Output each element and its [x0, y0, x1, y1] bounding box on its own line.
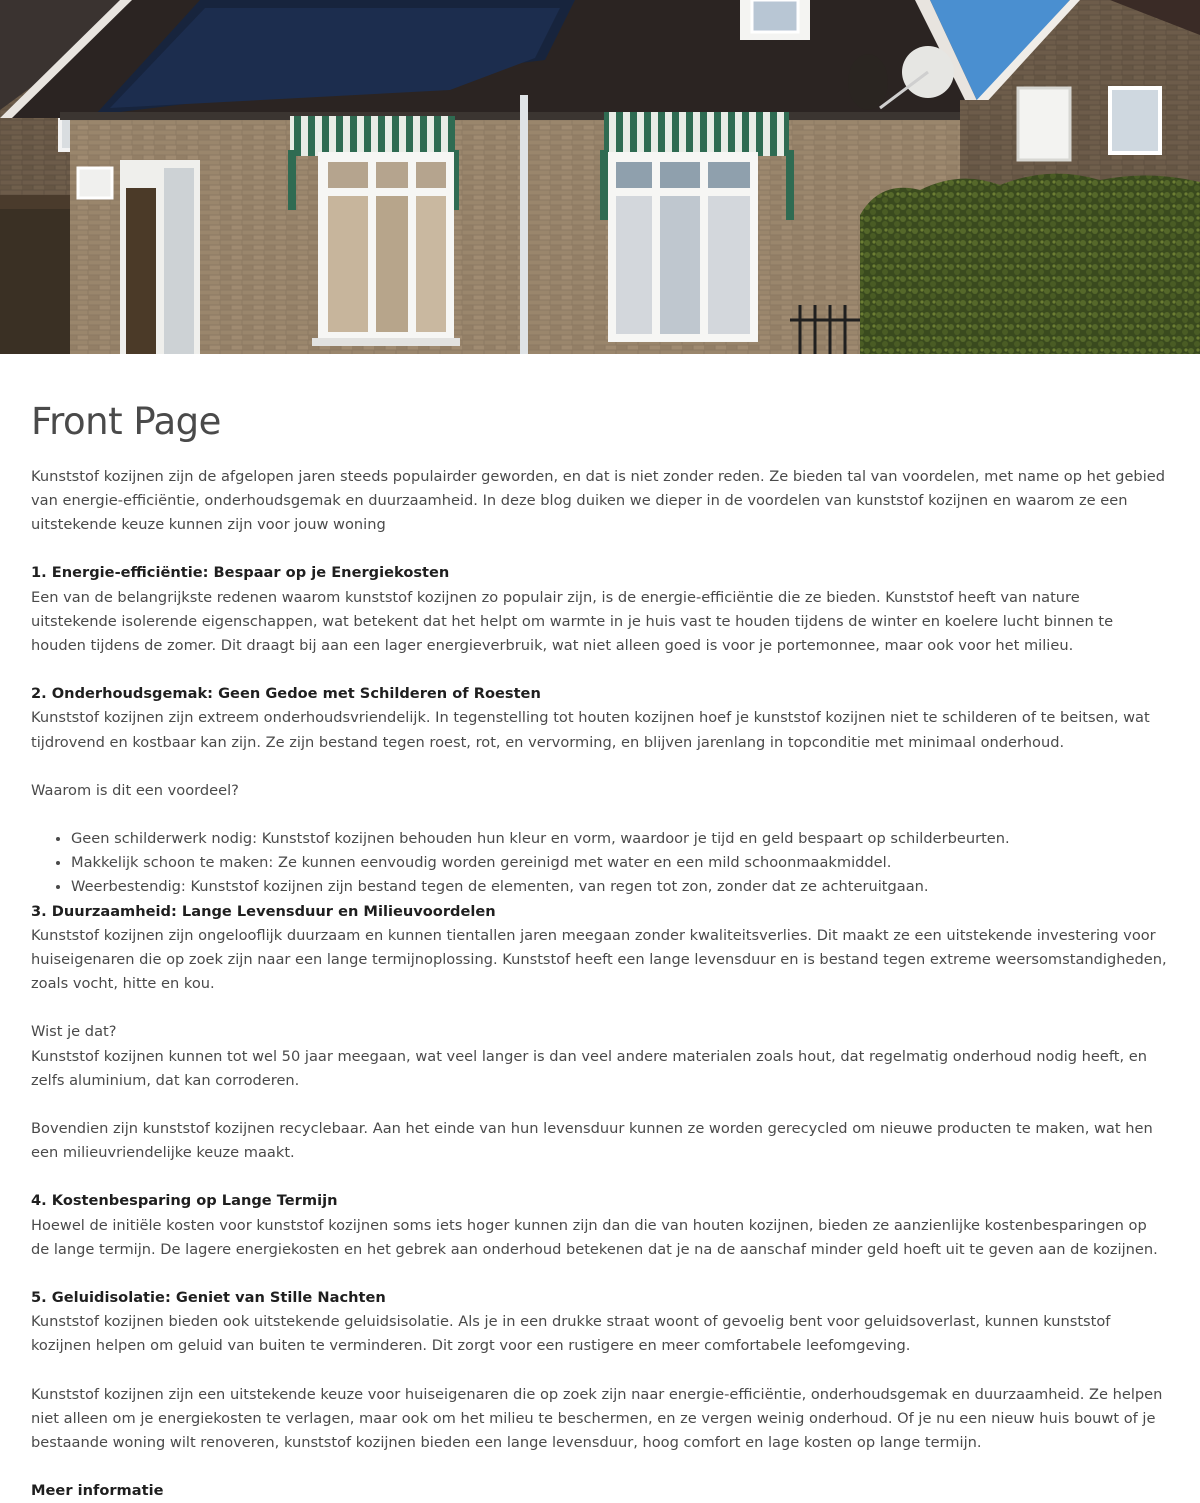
list-item: • Makkelijk schoon te maken: Ze kunnen eenvoudig worden gereinigd met water en een mild schoonmaakmiddel. [71, 851, 1169, 875]
list-item: • Weerbestendig: Kunststof kozijnen zijn bestand tegen de elementen, van regen tot zon, zonder dat ze achteruitgaan. [71, 875, 1169, 899]
section-heading-cost: 4. Kostenbesparing op Lange Termijn [31, 1192, 338, 1210]
section-durability [31, 900, 1169, 997]
section-cost [31, 1189, 1169, 1262]
more-info-paragraph [31, 1479, 1169, 1503]
section-heading-maintenance: 2. Onderhoudsgemak: Geen Gedoe met Schilderen of Roesten [31, 685, 541, 703]
section-text-sound: Kunststof kozijnen bieden ook uitstekende geluidsisolatie. Als je in een drukke straat woont of gevoelig bent voor geluidsoverlast, kunnen kunststof kozijnen helpen om geluid van buiten te verminderen. Dit zorgt voor een rustigere en meer comfortabele leefomgeving. [31, 1313, 1111, 1355]
page-title: Front Page [31, 400, 221, 443]
list-item: • Geen schilderwerk nodig: Kunststof kozijnen behouden hun kleur en vorm, waardoor je tijd en geld bespaart op schilderbeurten. [71, 827, 1169, 851]
main-content [0, 402, 1200, 1503]
section-heading-sound: 5. Geluidisolatie: Geniet van Stille Nachten [31, 1288, 386, 1306]
did-you-know-label: Wist je dat? [31, 1023, 117, 1041]
section-text-energy: Een van de belangrijkste redenen waarom kunststof kozijnen zo populair zijn, is de energie-efficiëntie die ze bieden. Kunststof heeft van nature uitstekende isolerende eigenschappen, wat betekent dat het helpt om warmte in je huis vast te houden tijdens de winter en koelere lucht binnen te houden tijdens de zomer. Dit draagt bij aan een lager energieverbruik, wat niet alleen goed is voor je portemonnee, maar ook voor het milieu. [31, 588, 1114, 654]
section-maintenance [31, 682, 1169, 755]
more-info-heading: Meer informatie [31, 1482, 164, 1500]
recycle-paragraph: Bovendien zijn kunststof kozijnen recyclebaar. Aan het einde van hun levensduur kunnen ze worden gerecycled om nieuwe producten te maken, wat hen een milieuvriendelijke keuze maakt. [31, 1119, 1153, 1162]
section-text-durability: Kunststof kozijnen zijn ongelooflijk duurzaam en kunnen tientallen jaren meegaan zonder kwaliteitsverlies. Dit maakt ze een uitstekende investering voor huiseigenaren die op zoek zijn naar een lange termijnoplossing. Kunststof heeft een lange levensduur en is bestand tegen extreme weersomstandigheden, zoals vocht, hitte en kou. [31, 926, 1167, 993]
house-illustration [0, 0, 1200, 354]
section-text-cost: Hoewel de initiële kosten voor kunststof kozijnen soms iets hoger kunnen zijn dan die van houten kozijnen, bieden ze aanzienlijke kostenbesparingen op de lange termijn. De lagere energiekosten en het gebrek aan onderhoud betekenen dat je na de aanschaf minder geld hoeft uit te geven aan de kozijnen. [31, 1216, 1158, 1258]
benefits-list [31, 827, 1169, 900]
conclusion-paragraph: Kunststof kozijnen zijn een uitstekende keuze voor huiseigenaren die op zoek zijn naar energie-efficiëntie, onderhoudsgemak en duurzaamheid. Ze helpen niet alleen om je energiekosten te verlagen, maar ook om het milieu te beschermen, en ze vergen weinig onderhoud. Of je nu een nieuw huis bouwt of je bestaande woning wilt renoveren, kunststof kozijnen bieden een lange levensduur, hoog comfort en lage kosten op lange termijn. [31, 1385, 1163, 1451]
section-sound [31, 1286, 1169, 1359]
did-you-know-text: Kunststof kozijnen kunnen tot wel 50 jaar meegaan, wat veel langer is dan veel andere materialen zoals hout, dat regelmatig onderhoud nodig heeft, en zelfs aluminium, dat kan corroderen. [31, 1047, 1147, 1089]
section-heading-energy: 1. Energie-efficiëntie: Bespaar op je Energiekosten [31, 564, 450, 582]
section-text-maintenance: Kunststof kozijnen zijn extreem onderhoudsvriendelijk. In tegenstelling tot houten kozijnen hoef je kunststof kozijnen niet te schilderen of te beitsen, wat tijdrovend en kostbaar kan zijn. Ze zijn bestand tegen roest, rot, en vervorming, en blijven jarenlang in topconditie met minimaal onderhoud. [31, 709, 1150, 751]
section-energy [31, 561, 1169, 658]
intro-paragraph: Kunststof kozijnen zijn de afgelopen jaren steeds populairder geworden, en dat is niet zonder reden. Ze bieden tal van voordelen, met name op het gebied van energie-efficiëntie, onderhoudsgemak en duurzaamheid. In deze blog duiken we dieper in de voordelen van kunststof kozijnen en waarom ze een uitstekende keuze kunnen zijn voor jouw woning [31, 467, 1165, 534]
question-paragraph: Waarom is dit een voordeel? [31, 781, 239, 799]
section-heading-durability: 3. Duurzaamheid: Lange Levensduur en Milieuvoordelen [31, 902, 496, 920]
hero-image [0, 0, 1200, 354]
did-you-know-paragraph [31, 1020, 1169, 1093]
